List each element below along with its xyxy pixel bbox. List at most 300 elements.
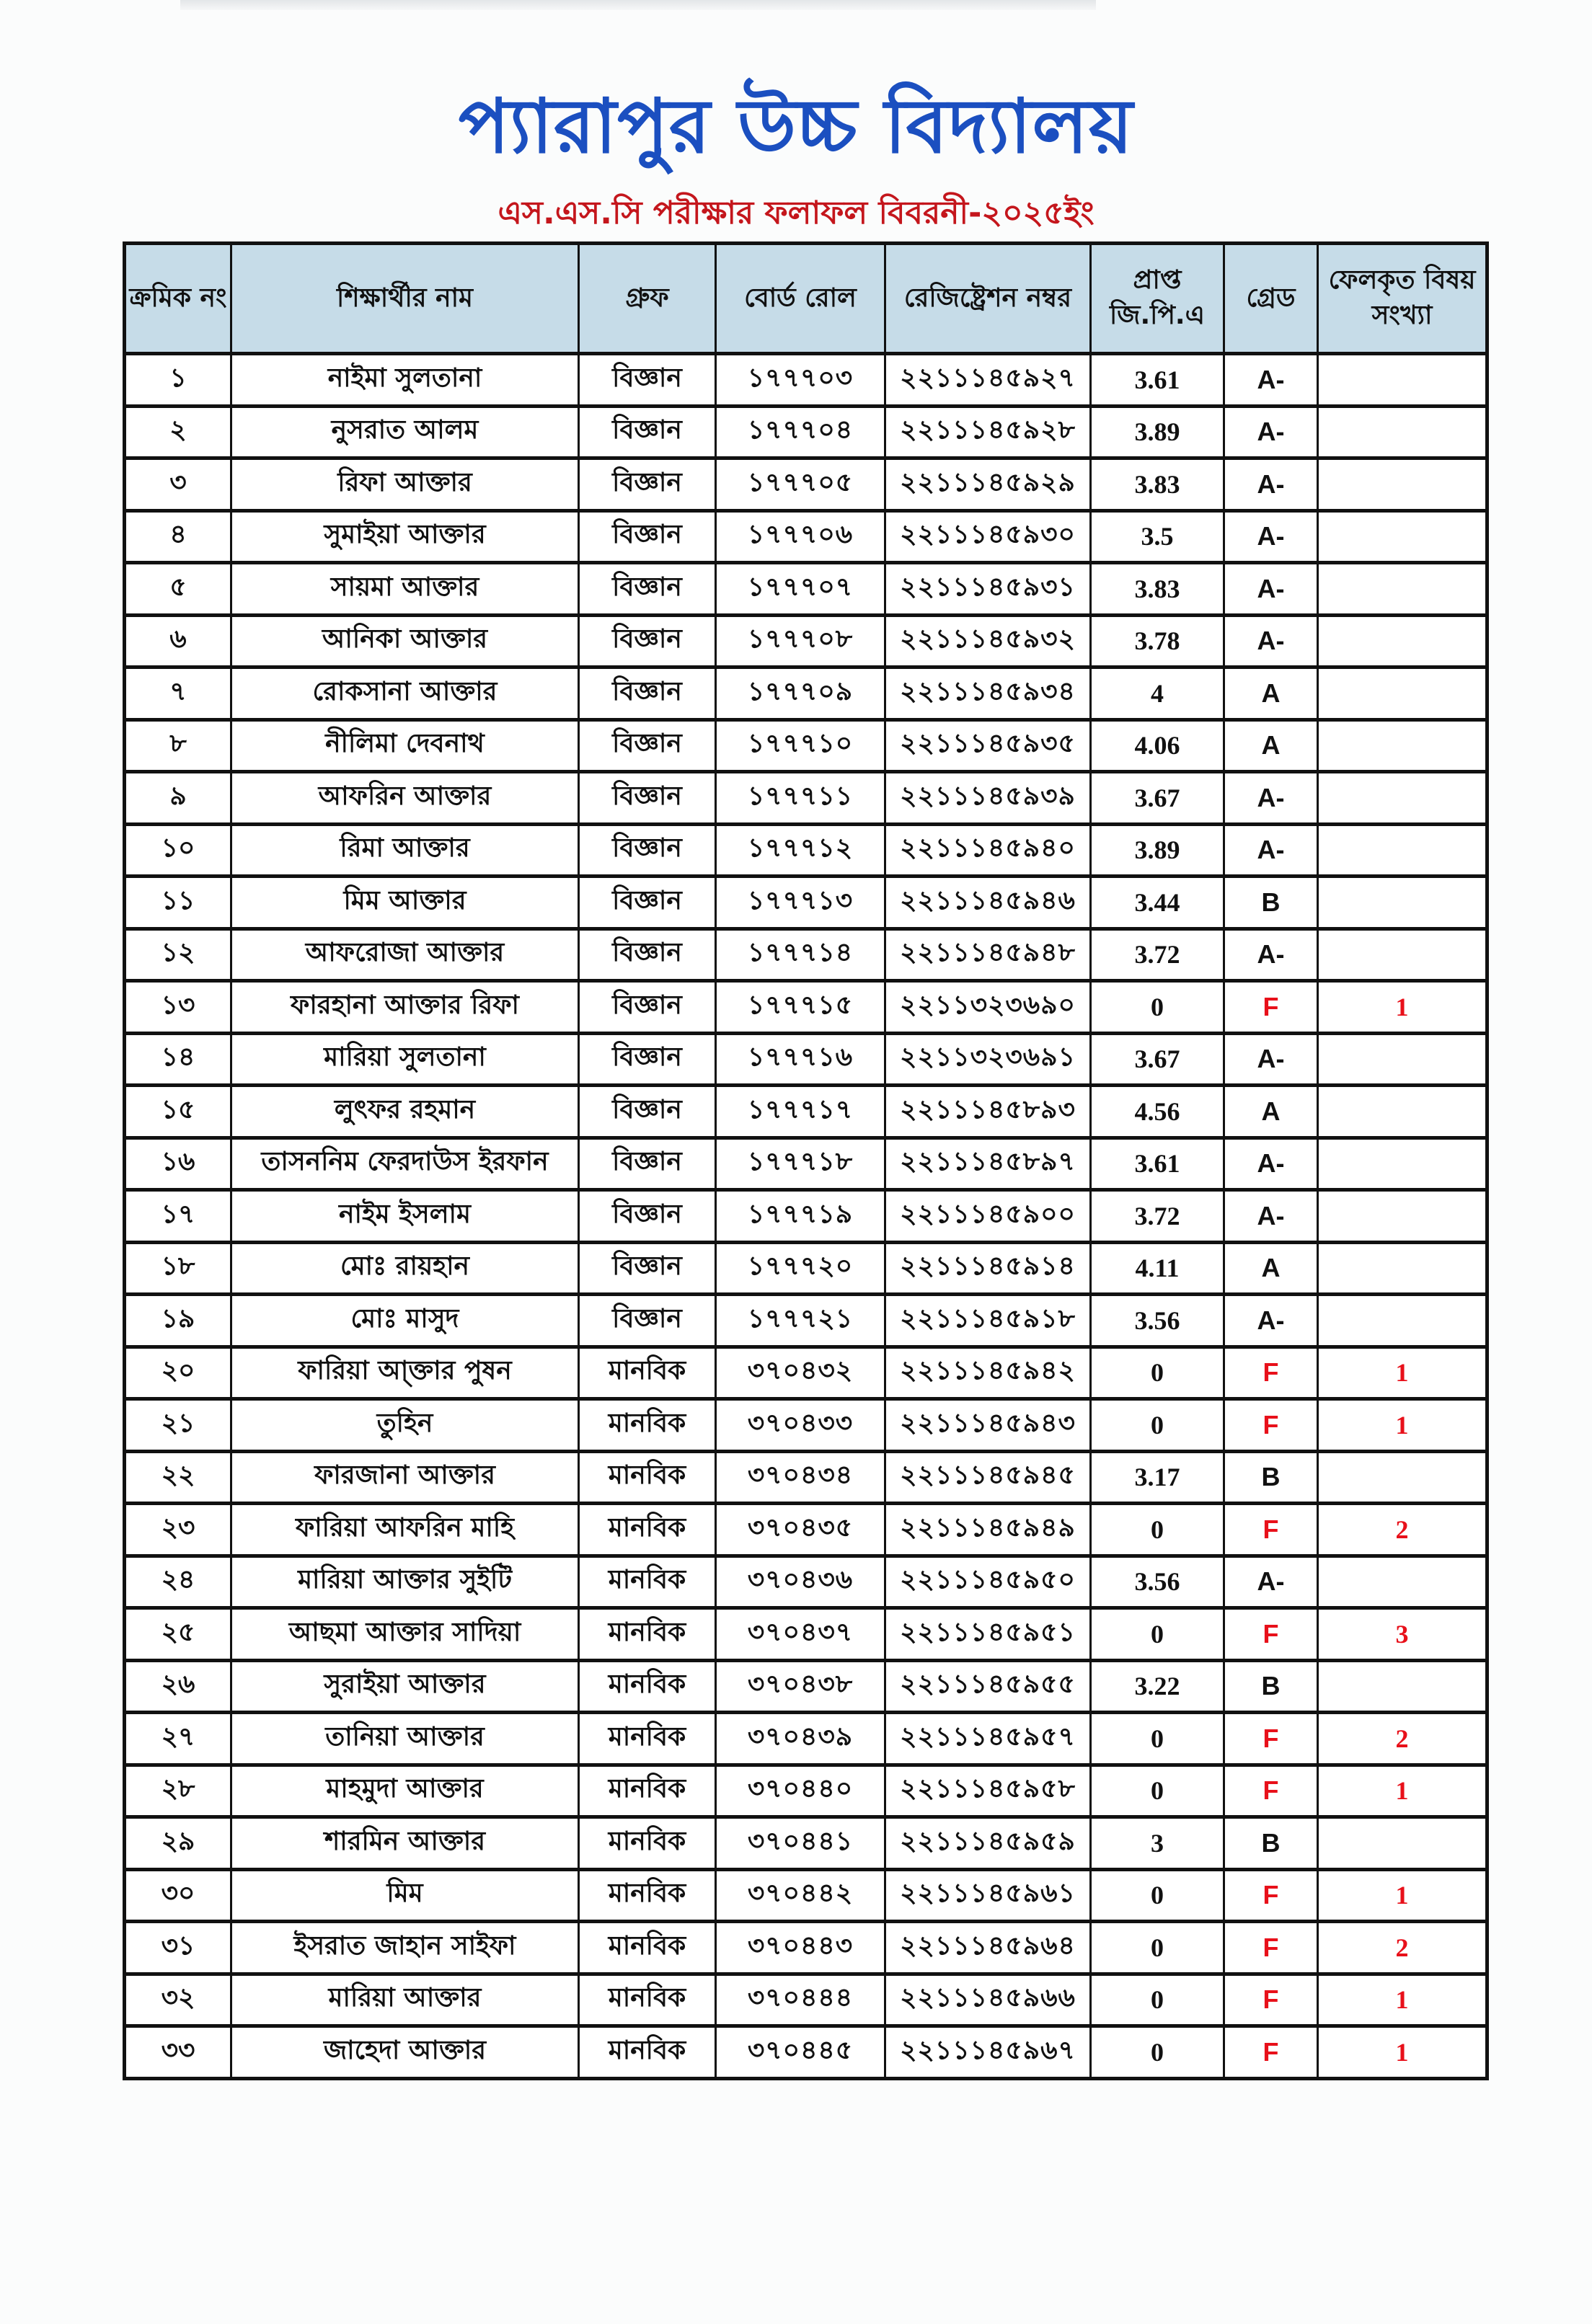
cell-group: বিজ্ঞান bbox=[579, 877, 716, 929]
cell-failed-subjects: 1 bbox=[1318, 2026, 1487, 2079]
cell-board-roll: ৩৭০৪৪১ bbox=[716, 1817, 885, 1870]
cell-registration: ২২১১১৪৫৯৩৯ bbox=[885, 772, 1091, 825]
school-title: প্যারাপুর উচ্চ বিদ্যালয় bbox=[458, 82, 1134, 170]
cell-failed-subjects: 2 bbox=[1318, 1922, 1487, 1974]
cell-board-roll: ১৭৭৭০৩ bbox=[716, 354, 885, 407]
cell-registration: ২২১১১৪৫৯৪০ bbox=[885, 824, 1091, 877]
results-table bbox=[123, 241, 1489, 2080]
cell-grade: A- bbox=[1224, 406, 1318, 458]
cell-gpa: 3.56 bbox=[1091, 1295, 1224, 1347]
cell-failed-subjects: 2 bbox=[1318, 1504, 1487, 1556]
cell-student-name: রোকসানা আক্তার bbox=[231, 668, 579, 720]
cell-serial: ৩২ bbox=[125, 1974, 231, 2026]
table-row bbox=[125, 1713, 1487, 1765]
cell-student-name: আনিকা আক্তার bbox=[231, 615, 579, 668]
table-row bbox=[125, 1242, 1487, 1295]
cell-group: বিজ্ঞান bbox=[579, 1137, 716, 1190]
table-row bbox=[125, 1451, 1487, 1504]
cell-gpa: 3.72 bbox=[1091, 928, 1224, 981]
cell-grade: A- bbox=[1224, 1137, 1318, 1190]
cell-registration: ২২১১১৪৫৯৬৬ bbox=[885, 1974, 1091, 2026]
cell-registration: ২২১১১৪৫৮৯৩ bbox=[885, 1086, 1091, 1138]
cell-gpa: 3.78 bbox=[1091, 615, 1224, 668]
cell-board-roll: ১৭৭৭০৮ bbox=[716, 615, 885, 668]
cell-board-roll: ১৭৭৭১৯ bbox=[716, 1190, 885, 1243]
cell-serial: ২১ bbox=[125, 1399, 231, 1452]
cell-registration: ২২১১১৪৫৯৩৪ bbox=[885, 668, 1091, 720]
cell-failed-subjects: 2 bbox=[1318, 1713, 1487, 1765]
cell-gpa: 3.22 bbox=[1091, 1660, 1224, 1713]
cell-grade: A- bbox=[1224, 615, 1318, 668]
cell-serial: ৩১ bbox=[125, 1922, 231, 1974]
cell-serial: ১৬ bbox=[125, 1137, 231, 1190]
cell-registration: ২২১১১৪৫৯১৮ bbox=[885, 1295, 1091, 1347]
cell-serial: ৮ bbox=[125, 719, 231, 772]
table-row bbox=[125, 354, 1487, 407]
cell-grade: A bbox=[1224, 719, 1318, 772]
cell-serial: ২৮ bbox=[125, 1765, 231, 1817]
cell-student-name: নাইম ইসলাম bbox=[231, 1190, 579, 1243]
cell-serial: ৩০ bbox=[125, 1869, 231, 1922]
header-serial: ক্রমিক নং bbox=[125, 244, 231, 354]
cell-grade: A bbox=[1224, 1086, 1318, 1138]
cell-gpa: 4.56 bbox=[1091, 1086, 1224, 1138]
cell-serial: ৫ bbox=[125, 563, 231, 616]
cell-grade: A bbox=[1224, 668, 1318, 720]
cell-serial: ২৩ bbox=[125, 1504, 231, 1556]
cell-student-name: মিম bbox=[231, 1869, 579, 1922]
cell-gpa: 0 bbox=[1091, 1347, 1224, 1399]
cell-failed-subjects bbox=[1318, 563, 1487, 616]
cell-grade: F bbox=[1224, 1347, 1318, 1399]
cell-registration: ২২১১১৪৫৯০০ bbox=[885, 1190, 1091, 1243]
cell-gpa: 0 bbox=[1091, 1974, 1224, 2026]
cell-board-roll: ১৭৭৭১০ bbox=[716, 719, 885, 772]
cell-failed-subjects bbox=[1318, 668, 1487, 720]
table-row bbox=[125, 1608, 1487, 1661]
cell-group: মানবিক bbox=[579, 1608, 716, 1661]
cell-gpa: 3.61 bbox=[1091, 354, 1224, 407]
cell-board-roll: ৩৭০৪৪৩ bbox=[716, 1922, 885, 1974]
cell-failed-subjects: 1 bbox=[1318, 1765, 1487, 1817]
cell-grade: A- bbox=[1224, 563, 1318, 616]
cell-failed-subjects bbox=[1318, 877, 1487, 929]
cell-serial: ২২ bbox=[125, 1451, 231, 1504]
cell-student-name: মাহমুদা আক্তার bbox=[231, 1765, 579, 1817]
cell-group: বিজ্ঞান bbox=[579, 719, 716, 772]
cell-serial: ১৯ bbox=[125, 1295, 231, 1347]
cell-group: বিজ্ঞান bbox=[579, 928, 716, 981]
table-row bbox=[125, 824, 1487, 877]
cell-registration: ২২১১৩২৩৬৯১ bbox=[885, 1033, 1091, 1086]
table-row bbox=[125, 1295, 1487, 1347]
cell-serial: ৪ bbox=[125, 510, 231, 563]
cell-student-name: মোঃ মাসুদ bbox=[231, 1295, 579, 1347]
cell-serial: ১২ bbox=[125, 928, 231, 981]
cell-registration: ২২১১১৪৫৯৫৯ bbox=[885, 1817, 1091, 1870]
cell-board-roll: ১৭৭৭০৯ bbox=[716, 668, 885, 720]
cell-failed-subjects: 1 bbox=[1318, 1399, 1487, 1452]
cell-gpa: 3.67 bbox=[1091, 1033, 1224, 1086]
cell-failed-subjects bbox=[1318, 1242, 1487, 1295]
table-row bbox=[125, 1556, 1487, 1608]
cell-serial: ১৩ bbox=[125, 981, 231, 1034]
cell-serial: ৬ bbox=[125, 615, 231, 668]
cell-board-roll: ৩৭০৪৩৫ bbox=[716, 1504, 885, 1556]
cell-board-roll: ৩৭০৪৩২ bbox=[716, 1347, 885, 1399]
cell-group: বিজ্ঞান bbox=[579, 1295, 716, 1347]
cell-group: বিজ্ঞান bbox=[579, 1033, 716, 1086]
cell-grade: B bbox=[1224, 877, 1318, 929]
cell-registration: ২২১১১৪৫৯৪৮ bbox=[885, 928, 1091, 981]
cell-serial: ২ bbox=[125, 406, 231, 458]
cell-failed-subjects bbox=[1318, 1660, 1487, 1713]
table-row bbox=[125, 458, 1487, 511]
cell-group: বিজ্ঞান bbox=[579, 1242, 716, 1295]
cell-grade: A bbox=[1224, 1242, 1318, 1295]
cell-gpa: 0 bbox=[1091, 1713, 1224, 1765]
cell-failed-subjects bbox=[1318, 458, 1487, 511]
cell-gpa: 3.56 bbox=[1091, 1556, 1224, 1608]
cell-grade: F bbox=[1224, 1504, 1318, 1556]
cell-board-roll: ১৭৭৭২১ bbox=[716, 1295, 885, 1347]
cell-student-name: আফরিন আক্তার bbox=[231, 772, 579, 825]
table-row bbox=[125, 1504, 1487, 1556]
cell-student-name: ইসরাত জাহান সাইফা bbox=[231, 1922, 579, 1974]
cell-grade: A- bbox=[1224, 1033, 1318, 1086]
table-row bbox=[125, 719, 1487, 772]
cell-group: বিজ্ঞান bbox=[579, 668, 716, 720]
cell-board-roll: ১৭৭৭১৬ bbox=[716, 1033, 885, 1086]
cell-registration: ২২১১১৪৫৯২৭ bbox=[885, 354, 1091, 407]
cell-group: মানবিক bbox=[579, 1556, 716, 1608]
cell-group: বিজ্ঞান bbox=[579, 1190, 716, 1243]
cell-student-name: রিমা আক্তার bbox=[231, 824, 579, 877]
cell-grade: F bbox=[1224, 2026, 1318, 2079]
cell-group: বিজ্ঞান bbox=[579, 458, 716, 511]
cell-failed-subjects bbox=[1318, 824, 1487, 877]
table-row bbox=[125, 2026, 1487, 2079]
cell-student-name: রিফা আক্তার bbox=[231, 458, 579, 511]
cell-serial: ৩ bbox=[125, 458, 231, 511]
cell-failed-subjects bbox=[1318, 1190, 1487, 1243]
cell-group: বিজ্ঞান bbox=[579, 981, 716, 1034]
cell-grade: B bbox=[1224, 1817, 1318, 1870]
cell-serial: ৯ bbox=[125, 772, 231, 825]
cell-registration: ২২১১১৪৫৯৩০ bbox=[885, 510, 1091, 563]
cell-serial: ২০ bbox=[125, 1347, 231, 1399]
cell-gpa: 3.83 bbox=[1091, 458, 1224, 511]
cell-failed-subjects bbox=[1318, 1817, 1487, 1870]
header-board-roll: বোর্ড রোল bbox=[716, 244, 885, 354]
cell-student-name: লুৎফর রহমান bbox=[231, 1086, 579, 1138]
cell-registration: ২২১১১৪৫৯৬৪ bbox=[885, 1922, 1091, 1974]
cell-board-roll: ১৭৭৭০৫ bbox=[716, 458, 885, 511]
cell-registration: ২২১১১৪৫৯২৯ bbox=[885, 458, 1091, 511]
table-row bbox=[125, 406, 1487, 458]
cell-registration: ২২১১১৪৫৯৪২ bbox=[885, 1347, 1091, 1399]
table-row bbox=[125, 1922, 1487, 1974]
cell-failed-subjects bbox=[1318, 1137, 1487, 1190]
cell-serial: ১০ bbox=[125, 824, 231, 877]
cell-group: মানবিক bbox=[579, 1765, 716, 1817]
cell-grade: F bbox=[1224, 981, 1318, 1034]
cell-gpa: 0 bbox=[1091, 1399, 1224, 1452]
cell-gpa: 3 bbox=[1091, 1817, 1224, 1870]
cell-gpa: 3.72 bbox=[1091, 1190, 1224, 1243]
cell-board-roll: ১৭৭৭২০ bbox=[716, 1242, 885, 1295]
cell-registration: ২২১১১৪৫৯৪৩ bbox=[885, 1399, 1091, 1452]
cell-gpa: 0 bbox=[1091, 981, 1224, 1034]
cell-registration: ২২১১১৪৫৯৫০ bbox=[885, 1556, 1091, 1608]
cell-serial: ২৬ bbox=[125, 1660, 231, 1713]
cell-grade: A- bbox=[1224, 1556, 1318, 1608]
cell-student-name: নীলিমা দেবনাথ bbox=[231, 719, 579, 772]
cell-registration: ২২১১১৪৫৯৪৫ bbox=[885, 1451, 1091, 1504]
cell-board-roll: ৩৭০৪৩৬ bbox=[716, 1556, 885, 1608]
table-row bbox=[125, 1137, 1487, 1190]
cell-gpa: 0 bbox=[1091, 1869, 1224, 1922]
cell-registration: ২২১১১৪৫৯৪৬ bbox=[885, 877, 1091, 929]
cell-board-roll: ১৭৭৭১৭ bbox=[716, 1086, 885, 1138]
table-header-row bbox=[125, 244, 1487, 354]
cell-board-roll: ৩৭০৪৩৭ bbox=[716, 1608, 885, 1661]
cell-student-name: ফারিয়া আ্ক্তার পুষন bbox=[231, 1347, 579, 1399]
cell-grade: F bbox=[1224, 1922, 1318, 1974]
cell-gpa: 4.06 bbox=[1091, 719, 1224, 772]
cell-group: মানবিক bbox=[579, 1713, 716, 1765]
table-row bbox=[125, 510, 1487, 563]
header-failed-subjects: ফেলকৃত বিষয় সংখ্যা bbox=[1318, 244, 1487, 354]
cell-registration: ২২১১১৪৫৯৩২ bbox=[885, 615, 1091, 668]
cell-grade: F bbox=[1224, 1765, 1318, 1817]
table-row bbox=[125, 981, 1487, 1034]
cell-student-name: জাহেদা আক্তার bbox=[231, 2026, 579, 2079]
cell-serial: ১ bbox=[125, 354, 231, 407]
cell-grade: A- bbox=[1224, 1190, 1318, 1243]
cell-student-name: সুরাইয়া আক্তার bbox=[231, 1660, 579, 1713]
cell-gpa: 0 bbox=[1091, 1922, 1224, 1974]
cell-student-name: সুমাইয়া আক্তার bbox=[231, 510, 579, 563]
cell-failed-subjects bbox=[1318, 1033, 1487, 1086]
cell-failed-subjects bbox=[1318, 1086, 1487, 1138]
cell-grade: F bbox=[1224, 1713, 1318, 1765]
cell-registration: ২২১১১৪৫৮৯৭ bbox=[885, 1137, 1091, 1190]
cell-registration: ২২১১৩২৩৬৯০ bbox=[885, 981, 1091, 1034]
cell-group: মানবিক bbox=[579, 1974, 716, 2026]
cell-student-name: ফারিয়া আফরিন মাহি bbox=[231, 1504, 579, 1556]
cell-gpa: 4.11 bbox=[1091, 1242, 1224, 1295]
table-body bbox=[125, 354, 1487, 2079]
table-row bbox=[125, 1190, 1487, 1243]
table-row bbox=[125, 1399, 1487, 1452]
cell-group: বিজ্ঞান bbox=[579, 824, 716, 877]
table-row bbox=[125, 1660, 1487, 1713]
cell-student-name: ফারহানা আক্তার রিফা bbox=[231, 981, 579, 1034]
table-row bbox=[125, 1817, 1487, 1870]
cell-board-roll: ৩৭০৪৪২ bbox=[716, 1869, 885, 1922]
cell-failed-subjects bbox=[1318, 1451, 1487, 1504]
cell-student-name: মোঃ রায়হান bbox=[231, 1242, 579, 1295]
header-registration: রেজিষ্ট্রেশন নম্বর bbox=[885, 244, 1091, 354]
table-row bbox=[125, 668, 1487, 720]
cell-group: মানবিক bbox=[579, 1817, 716, 1870]
cell-gpa: 3.83 bbox=[1091, 563, 1224, 616]
header-group: গ্রুফ bbox=[579, 244, 716, 354]
cell-board-roll: ৩৭০৪৩৮ bbox=[716, 1660, 885, 1713]
cell-board-roll: ১৭৭৭১৮ bbox=[716, 1137, 885, 1190]
cell-group: বিজ্ঞান bbox=[579, 510, 716, 563]
cell-student-name: মারিয়া আক্তার সুইটি bbox=[231, 1556, 579, 1608]
table-row bbox=[125, 1347, 1487, 1399]
cell-group: বিজ্ঞান bbox=[579, 1086, 716, 1138]
table-row bbox=[125, 563, 1487, 616]
cell-board-roll: ১৭৭৭১১ bbox=[716, 772, 885, 825]
cell-group: মানবিক bbox=[579, 1347, 716, 1399]
cell-student-name: তুহিন bbox=[231, 1399, 579, 1452]
cell-board-roll: ৩৭০৪৪৫ bbox=[716, 2026, 885, 2079]
cell-student-name: শারমিন আক্তার bbox=[231, 1817, 579, 1870]
cell-registration: ২২১১১৪৫৯৫৮ bbox=[885, 1765, 1091, 1817]
cell-student-name: মারিয়া আক্তার bbox=[231, 1974, 579, 2026]
cell-board-roll: ৩৭০৪৪৪ bbox=[716, 1974, 885, 2026]
cell-failed-subjects bbox=[1318, 510, 1487, 563]
cell-serial: ৩৩ bbox=[125, 2026, 231, 2079]
cell-board-roll: ৩৭০৪৩৩ bbox=[716, 1399, 885, 1452]
cell-serial: ১৫ bbox=[125, 1086, 231, 1138]
cell-grade: A- bbox=[1224, 510, 1318, 563]
cell-student-name: আফরোজা আক্তার bbox=[231, 928, 579, 981]
cell-grade: A- bbox=[1224, 354, 1318, 407]
cell-registration: ২২১১১৪৫৯৫১ bbox=[885, 1608, 1091, 1661]
cell-gpa: 0 bbox=[1091, 1608, 1224, 1661]
cell-board-roll: ৩৭০৪৩৪ bbox=[716, 1451, 885, 1504]
cell-failed-subjects: 3 bbox=[1318, 1608, 1487, 1661]
cell-group: মানবিক bbox=[579, 1504, 716, 1556]
table-row bbox=[125, 1033, 1487, 1086]
results-subtitle: এস.এস.সি পরীক্ষার ফলাফল বিবরনী-২০২৫ইং bbox=[498, 195, 1094, 231]
cell-grade: F bbox=[1224, 1399, 1318, 1452]
header-grade: গ্রেড bbox=[1224, 244, 1318, 354]
table-row bbox=[125, 1765, 1487, 1817]
table-row bbox=[125, 1086, 1487, 1138]
table-row bbox=[125, 1869, 1487, 1922]
cell-grade: F bbox=[1224, 1608, 1318, 1661]
cell-grade: A- bbox=[1224, 824, 1318, 877]
cell-failed-subjects: 1 bbox=[1318, 1869, 1487, 1922]
cell-student-name: তাসননিম ফেরদাউস ইরফান bbox=[231, 1137, 579, 1190]
cell-gpa: 4 bbox=[1091, 668, 1224, 720]
cell-failed-subjects bbox=[1318, 928, 1487, 981]
cell-group: বিজ্ঞান bbox=[579, 406, 716, 458]
cell-board-roll: ১৭৭৭১৪ bbox=[716, 928, 885, 981]
cell-student-name: তানিয়া আক্তার bbox=[231, 1713, 579, 1765]
cell-gpa: 3.17 bbox=[1091, 1451, 1224, 1504]
cell-group: মানবিক bbox=[579, 1660, 716, 1713]
cell-group: মানবিক bbox=[579, 2026, 716, 2079]
cell-gpa: 3.67 bbox=[1091, 772, 1224, 825]
cell-student-name: নুসরাত আলম bbox=[231, 406, 579, 458]
cell-registration: ২২১১১৪৫৯১৪ bbox=[885, 1242, 1091, 1295]
cell-student-name: মিম আক্তার bbox=[231, 877, 579, 929]
cell-serial: ১৪ bbox=[125, 1033, 231, 1086]
table-row bbox=[125, 1974, 1487, 2026]
cell-group: বিজ্ঞান bbox=[579, 772, 716, 825]
cell-grade: A- bbox=[1224, 458, 1318, 511]
cell-board-roll: ১৭৭৭১৫ bbox=[716, 981, 885, 1034]
cell-gpa: 3.61 bbox=[1091, 1137, 1224, 1190]
table-row bbox=[125, 928, 1487, 981]
header-gpa: প্রাপ্ত জি.পি.এ bbox=[1091, 244, 1224, 354]
cell-board-roll: ১৭৭৭১২ bbox=[716, 824, 885, 877]
cell-grade: A- bbox=[1224, 1295, 1318, 1347]
cell-grade: B bbox=[1224, 1451, 1318, 1504]
cell-registration: ২২১১১৪৫৯৫৫ bbox=[885, 1660, 1091, 1713]
cell-gpa: 3.89 bbox=[1091, 406, 1224, 458]
cell-board-roll: ৩৭০৪৪০ bbox=[716, 1765, 885, 1817]
header-student-name: শিক্ষার্থীর নাম bbox=[231, 244, 579, 354]
cell-student-name: আছমা আক্তার সাদিয়া bbox=[231, 1608, 579, 1661]
cell-student-name: মারিয়া সুলতানা bbox=[231, 1033, 579, 1086]
cell-registration: ২২১১১৪৫৯৬১ bbox=[885, 1869, 1091, 1922]
cell-student-name: ফারজানা আক্তার bbox=[231, 1451, 579, 1504]
cell-serial: ১৭ bbox=[125, 1190, 231, 1243]
table-row bbox=[125, 877, 1487, 929]
cell-grade: A- bbox=[1224, 772, 1318, 825]
cell-serial: ২৪ bbox=[125, 1556, 231, 1608]
cell-serial: ১৮ bbox=[125, 1242, 231, 1295]
cell-failed-subjects bbox=[1318, 1556, 1487, 1608]
cell-serial: ২৯ bbox=[125, 1817, 231, 1870]
cell-student-name: নাইমা সুলতানা bbox=[231, 354, 579, 407]
cell-gpa: 3.89 bbox=[1091, 824, 1224, 877]
table-row bbox=[125, 615, 1487, 668]
cell-registration: ২২১১১৪৫৯৩৫ bbox=[885, 719, 1091, 772]
cell-board-roll: ১৭৭৭০৬ bbox=[716, 510, 885, 563]
cell-serial: ১১ bbox=[125, 877, 231, 929]
cell-registration: ২২১১১৪৫৯২৮ bbox=[885, 406, 1091, 458]
cell-registration: ২২১১১৪৫৯৫৭ bbox=[885, 1713, 1091, 1765]
table-row bbox=[125, 772, 1487, 825]
cell-failed-subjects bbox=[1318, 615, 1487, 668]
cell-gpa: 3.44 bbox=[1091, 877, 1224, 929]
cell-registration: ২২১১১৪৫৯৬৭ bbox=[885, 2026, 1091, 2079]
cell-gpa: 0 bbox=[1091, 2026, 1224, 2079]
cell-board-roll: ৩৭০৪৩৯ bbox=[716, 1713, 885, 1765]
cell-group: মানবিক bbox=[579, 1451, 716, 1504]
scan-edge-strip bbox=[180, 0, 1096, 10]
cell-grade: F bbox=[1224, 1974, 1318, 2026]
cell-serial: ২৭ bbox=[125, 1713, 231, 1765]
cell-registration: ২২১১১৪৫৯৪৯ bbox=[885, 1504, 1091, 1556]
cell-failed-subjects bbox=[1318, 1295, 1487, 1347]
cell-board-roll: ১৭৭৭০৪ bbox=[716, 406, 885, 458]
cell-registration: ২২১১১৪৫৯৩১ bbox=[885, 563, 1091, 616]
cell-student-name: সায়মা আক্তার bbox=[231, 563, 579, 616]
cell-failed-subjects bbox=[1318, 406, 1487, 458]
cell-grade: F bbox=[1224, 1869, 1318, 1922]
cell-board-roll: ১৭৭৭১৩ bbox=[716, 877, 885, 929]
cell-group: বিজ্ঞান bbox=[579, 563, 716, 616]
cell-gpa: 0 bbox=[1091, 1765, 1224, 1817]
cell-failed-subjects: 1 bbox=[1318, 981, 1487, 1034]
cell-group: মানবিক bbox=[579, 1399, 716, 1452]
cell-failed-subjects: 1 bbox=[1318, 1347, 1487, 1399]
cell-group: মানবিক bbox=[579, 1869, 716, 1922]
cell-serial: ৭ bbox=[125, 668, 231, 720]
cell-group: বিজ্ঞান bbox=[579, 615, 716, 668]
cell-group: মানবিক bbox=[579, 1922, 716, 1974]
